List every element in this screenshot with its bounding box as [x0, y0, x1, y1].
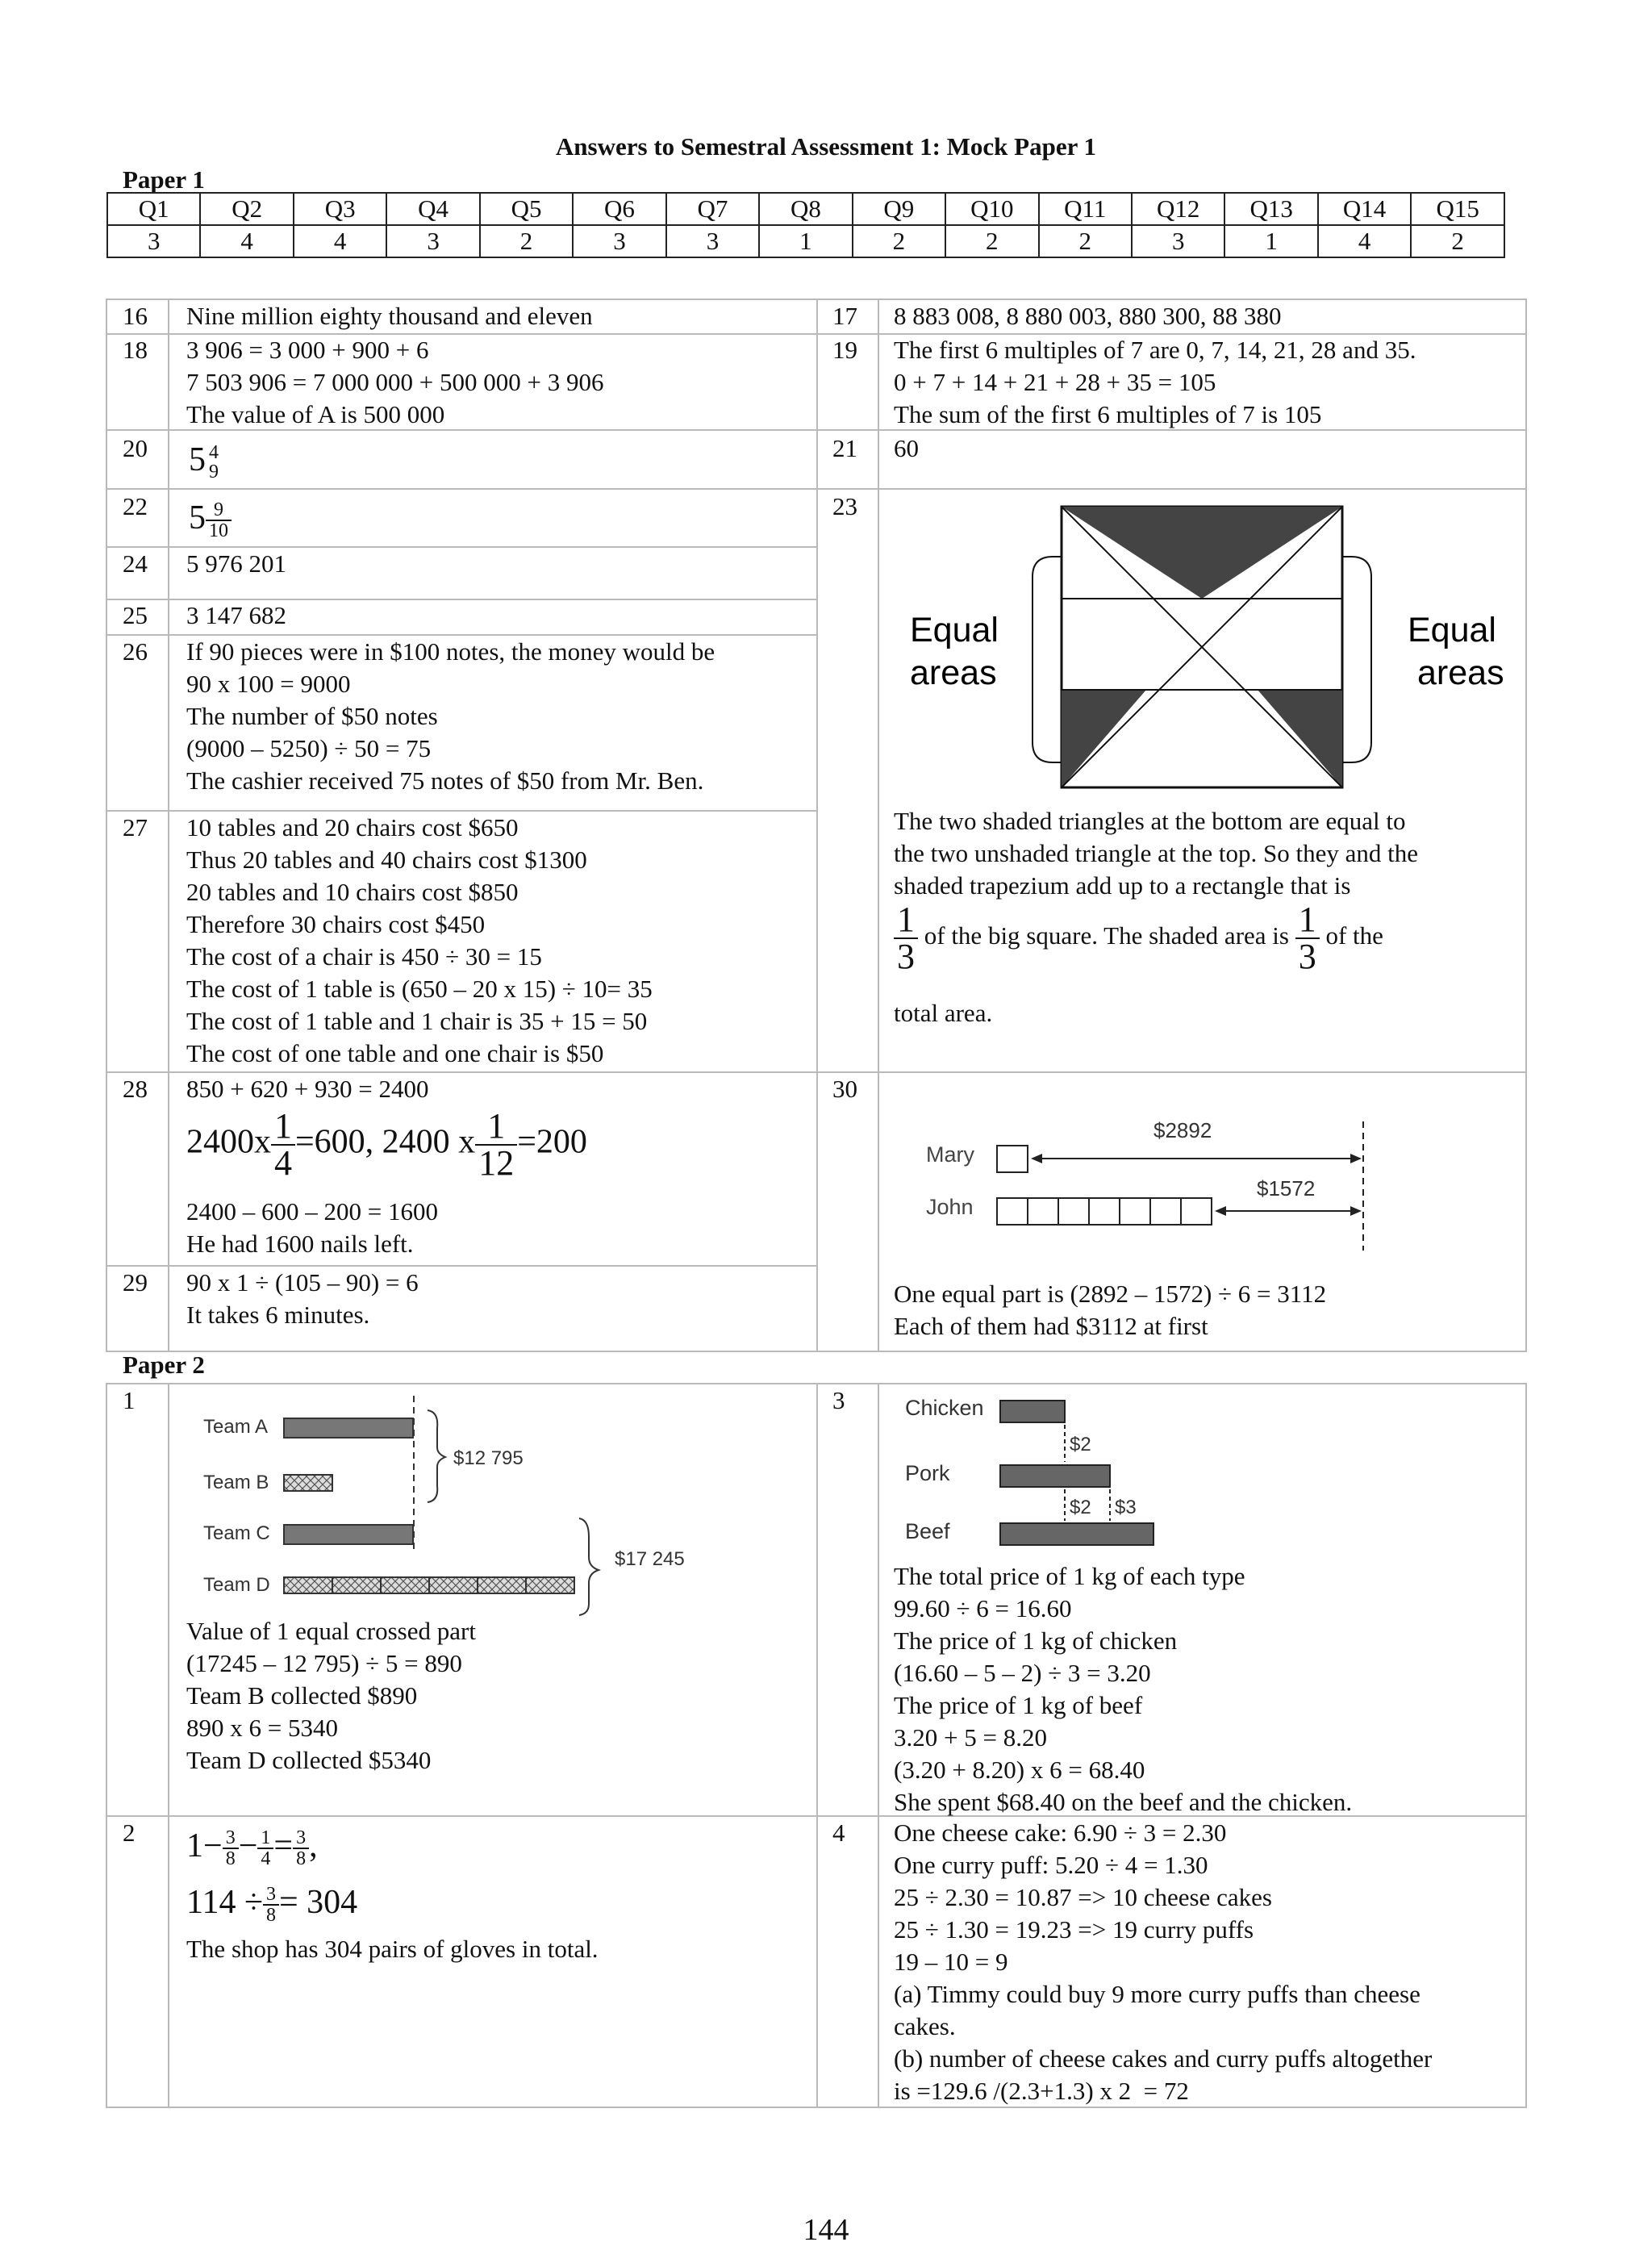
team-c-label: Team C [203, 1522, 270, 1544]
beef-label: Beef [905, 1519, 950, 1543]
answer-line: 10 tables and 20 chairs cost $650 [186, 813, 519, 841]
fraction-numerator: 4 [209, 442, 219, 464]
mcq-question-cell: Q13 [1224, 193, 1317, 225]
answer-line: The two shaded triangles at the bottom are equal to [894, 807, 1406, 835]
page-number: 144 [803, 2213, 849, 2247]
arrow-head [1031, 1154, 1042, 1163]
pork-label: Pork [905, 1461, 950, 1485]
mcq-answer-cell: 4 [294, 225, 386, 257]
fraction-numerator: 1 [894, 902, 918, 939]
grid-divider [168, 1383, 169, 2108]
mcq-question-cell: Q14 [1318, 193, 1411, 225]
mcq-answer-table [106, 192, 1505, 258]
answer-line: 20 tables and 10 chairs cost $850 [186, 878, 519, 906]
arrow-head [1215, 1206, 1226, 1216]
mcq-question-cell: Q10 [945, 193, 1038, 225]
answer-line: The price of 1 kg of beef [894, 1691, 1143, 1719]
answer-line: cakes. [894, 2012, 956, 2040]
mcq-question-cell: Q9 [853, 193, 945, 225]
grid-divider [878, 1383, 879, 2108]
mcq-answer-cell: 1 [1224, 225, 1317, 257]
mcq-question-cell: Q15 [1411, 193, 1504, 225]
expression-part: = 304 [279, 1884, 358, 1921]
team-b-label: Team B [203, 1472, 269, 1493]
answer-lines [894, 1278, 1326, 1342]
expression-part: = [273, 1827, 294, 1864]
team-a-label: Team A [203, 1416, 269, 1438]
team-d-bar [284, 1577, 574, 1593]
answer-line: It takes 6 minutes. [186, 1301, 370, 1329]
grid-divider [816, 1383, 818, 2108]
paper2-label: Paper 2 [123, 1351, 205, 1379]
question-number: 18 [123, 336, 148, 364]
expression-part: , [309, 1827, 318, 1864]
brace-amount-label: $17 245 [615, 1548, 685, 1570]
mcq-question-cell: Q12 [1132, 193, 1224, 225]
question-number: 21 [832, 434, 857, 462]
mixed-number-answer [189, 494, 232, 542]
question-number: 28 [123, 1075, 148, 1103]
mcq-answer-cell: 1 [759, 225, 852, 257]
brace [428, 1410, 445, 1502]
answer-line: The cost of 1 table is (650 – 20 x 15) ÷ 10= 35 [186, 975, 653, 1003]
answer-lines [894, 334, 1416, 431]
expression-part: − [238, 1827, 258, 1864]
answer-lines [186, 636, 715, 797]
fraction-denominator: 10 [206, 520, 232, 541]
mcq-answer-row [107, 225, 1504, 257]
answer-text: The shop has 304 pairs of gloves in total. [186, 1935, 599, 1963]
fraction-denominator: 3 [1298, 937, 1316, 976]
mcq-question-cell: Q5 [480, 193, 573, 225]
question-number: 17 [832, 302, 857, 330]
answer-line: He had 1600 nails left. [186, 1230, 414, 1258]
answer-line: 90 x 100 = 9000 [186, 670, 351, 698]
grid-divider [106, 488, 1527, 490]
team-bar-model [186, 1388, 702, 1622]
answer-lines [186, 1196, 438, 1260]
fraction-denominator: 9 [209, 461, 219, 483]
question-number: 27 [123, 813, 148, 841]
question-number: 4 [832, 1818, 845, 1847]
mcq-question-cell: Q7 [666, 193, 759, 225]
brace [579, 1518, 599, 1615]
fraction-numerator: 3 [223, 1828, 239, 1849]
answer-line: The cost of a chair is 450 ÷ 30 = 15 [186, 942, 542, 971]
answer-line: One curry puff: 5.20 ÷ 4 = 1.30 [894, 1851, 1208, 1879]
grid-divider [878, 299, 879, 1352]
mcq-answer-cell: 3 [107, 225, 200, 257]
answer-line: She spent $68.40 on the beef and the chicken. [894, 1788, 1353, 1816]
arrow-head [1350, 1206, 1362, 1216]
answer-line: (b) number of cheese cakes and curry puffs altogether [894, 2044, 1433, 2073]
mcq-question-row [107, 193, 1504, 225]
answer-line: (a) Timmy could buy 9 more curry puffs than cheese [894, 1980, 1420, 2008]
answer-text: 8 883 008, 8 880 003, 880 300, 88 380 [894, 302, 1282, 330]
question-number: 25 [123, 601, 148, 629]
answer-lines [894, 1560, 1352, 1818]
answer-line: The number of $50 notes [186, 702, 438, 730]
team-d-label: Team D [203, 1574, 270, 1596]
meat-price-bar-model [887, 1388, 1258, 1549]
grid-divider [816, 299, 818, 1352]
answer-text: 850 + 620 + 930 = 2400 [186, 1075, 429, 1103]
amount-label: $1572 [1257, 1176, 1316, 1200]
answer-line: 2400 – 600 – 200 = 1600 [186, 1197, 438, 1226]
fraction-denominator: 8 [296, 1848, 307, 1870]
question-number: 20 [123, 434, 148, 462]
answer-line: The price of 1 kg of chicken [894, 1626, 1178, 1655]
answer-lines [186, 334, 603, 431]
mcq-answer-cell: 2 [945, 225, 1038, 257]
question-number: 2 [123, 1818, 136, 1847]
question-number: 3 [832, 1386, 845, 1414]
answer-line: One equal part is (2892 – 1572) ÷ 6 = 3112 [894, 1280, 1327, 1308]
answer-lines [894, 1817, 1432, 2107]
expression-part: − [203, 1827, 223, 1864]
fraction-expression [186, 1820, 318, 1872]
question-number: 1 [123, 1386, 136, 1414]
mcq-answer-cell: 2 [1411, 225, 1504, 257]
answer-line: the two unshaded triangle at the top. So they and the [894, 839, 1418, 867]
john-label: John [926, 1195, 974, 1219]
john-bar [997, 1198, 1212, 1225]
equal-areas-label: Equal [910, 611, 999, 649]
mcq-answer-cell: 2 [853, 225, 945, 257]
mcq-answer-cell: 2 [1039, 225, 1132, 257]
fraction-numerator: 3 [293, 1828, 309, 1849]
answer-line: The first 6 multiples of 7 are 0, 7, 14, 21, 28 and 35. [894, 336, 1416, 364]
answer-line: 3 906 = 3 000 + 900 + 6 [186, 336, 429, 364]
team-a-bar [284, 1418, 413, 1438]
mcq-question-cell: Q11 [1039, 193, 1132, 225]
mcq-answer-cell: 3 [666, 225, 759, 257]
answer-text: 60 [894, 434, 919, 462]
mcq-question-cell: Q6 [573, 193, 665, 225]
answer-line: The cost of 1 table and 1 chair is 35 + 15 = 50 [186, 1007, 648, 1035]
answer-line: Therefore 30 chairs cost $450 [186, 910, 486, 938]
fraction-numerator: 1 [1295, 902, 1320, 939]
expression-part: 1 [186, 1827, 203, 1864]
amount-label: $2892 [1153, 1118, 1212, 1142]
mcq-answer-cell: 3 [573, 225, 665, 257]
whole-part: 5 [189, 441, 206, 478]
answer-text: 5 976 201 [186, 549, 286, 578]
answer-text: of the [1325, 921, 1383, 950]
fraction-denominator: 8 [225, 1848, 236, 1870]
answer-line: 25 ÷ 1.30 = 19.23 => 19 curry puffs [894, 1915, 1254, 1944]
answer-fraction-line [894, 902, 1383, 975]
mary-john-bar-model [912, 1113, 1395, 1259]
answer-text: 3 147 682 [186, 601, 286, 629]
difference-label: $2 [1070, 1497, 1091, 1518]
fraction-denominator: 12 [478, 1143, 515, 1183]
mcq-question-cell: Q2 [200, 193, 293, 225]
answer-line: 90 x 1 ÷ (105 – 90) = 6 [186, 1268, 419, 1297]
question-number: 29 [123, 1268, 148, 1297]
answer-line: Thus 20 tables and 40 chairs cost $1300 [186, 846, 587, 874]
paper1-label: Paper 1 [123, 165, 205, 194]
team-c-bar [284, 1525, 413, 1544]
mcq-answer-cell: 3 [386, 225, 479, 257]
mcq-answer-cell: 2 [480, 225, 573, 257]
answer-line: If 90 pieces were in $100 notes, the money would be [186, 637, 715, 666]
answer-line: The sum of the first 6 multiples of 7 is 105 [894, 400, 1322, 428]
answer-line: One cheese cake: 6.90 ÷ 3 = 2.30 [894, 1818, 1227, 1847]
question-number: 30 [832, 1075, 857, 1103]
answer-line: The cost of one table and one chair is $50 [186, 1039, 604, 1067]
mcq-question-cell: Q4 [386, 193, 479, 225]
page-title: Answers to Semestral Assessment 1: Mock Paper 1 [555, 132, 1097, 161]
answer-line: (3.20 + 8.20) x 6 = 68.40 [894, 1756, 1145, 1784]
question-number: 26 [123, 637, 148, 666]
answer-line: Value of 1 equal crossed part [186, 1617, 476, 1645]
answer-text: of the big square. The shaded area is [924, 921, 1289, 950]
answer-line: Team D collected $5340 [186, 1746, 432, 1774]
answer-line: Each of them had $3112 at first [894, 1312, 1208, 1340]
pork-bar [1000, 1465, 1110, 1487]
answer-line: 890 x 6 = 5340 [186, 1714, 338, 1742]
answer-line: The total price of 1 kg of each type [894, 1562, 1245, 1590]
chicken-bar [1000, 1401, 1065, 1422]
answer-line: 99.60 ÷ 6 = 16.60 [894, 1594, 1072, 1622]
answer-line: 25 ÷ 2.30 = 10.87 => 10 cheese cakes [894, 1883, 1272, 1911]
mary-label: Mary [926, 1142, 974, 1167]
answer-line: (9000 – 5250) ÷ 50 = 75 [186, 734, 432, 762]
answer-line: 0 + 7 + 14 + 21 + 28 + 35 = 105 [894, 368, 1216, 396]
square-area-diagram [887, 496, 1516, 795]
answer-line: The value of A is 500 000 [186, 400, 445, 428]
mcq-answer-cell: 4 [1318, 225, 1411, 257]
beef-bar [1000, 1523, 1153, 1545]
mcq-question-cell: Q1 [107, 193, 200, 225]
mary-bar [997, 1146, 1028, 1172]
question-number: 23 [832, 492, 857, 520]
fraction-denominator: 8 [266, 1905, 276, 1927]
answer-line: (16.60 – 5 – 2) ÷ 3 = 3.20 [894, 1659, 1151, 1687]
fraction-denominator: 4 [261, 1848, 271, 1870]
team-b-bar [284, 1475, 332, 1491]
expression-part: =200 [517, 1123, 587, 1161]
fraction-expression [186, 1877, 357, 1928]
fraction-numerator: 1 [475, 1109, 517, 1146]
answer-line: 7 503 906 = 7 000 000 + 500 000 + 3 906 [186, 368, 604, 396]
expression-part: =600, 2400 x [295, 1123, 476, 1161]
right-bracket [1342, 557, 1371, 762]
fraction-numerator: 1 [271, 1109, 295, 1146]
answer-line: Team B collected $890 [186, 1681, 418, 1710]
question-number: 24 [123, 549, 148, 578]
fraction-numerator: 3 [263, 1885, 279, 1906]
difference-label: $3 [1115, 1497, 1137, 1518]
question-number: 22 [123, 492, 148, 520]
mcq-answer-cell: 3 [1132, 225, 1224, 257]
answer-line: (17245 – 12 795) ÷ 5 = 890 [186, 1649, 462, 1677]
fraction-numerator: 9 [214, 499, 223, 521]
answer-line: is =129.6 /(2.3+1.3) x 2 = 72 [894, 2077, 1189, 2105]
arrow-head [1350, 1154, 1362, 1163]
mcq-answer-cell: 4 [200, 225, 293, 257]
difference-label: $2 [1070, 1434, 1091, 1455]
mixed-number-answer [189, 436, 222, 484]
expression-part: 114 ÷ [186, 1884, 263, 1921]
fraction-denominator: 4 [274, 1143, 292, 1183]
answer-line: The cashier received 75 notes of $50 from Mr. Ben. [186, 766, 704, 795]
answer-text: total area. [894, 999, 993, 1027]
answer-lines [186, 1615, 476, 1777]
answer-lines [186, 812, 653, 1070]
fraction-denominator: 3 [897, 937, 915, 976]
equal-areas-label: areas [910, 653, 997, 692]
fraction-numerator: 1 [257, 1828, 273, 1849]
answer-text: Nine million eighty thousand and eleven [186, 302, 593, 330]
answer-lines [894, 805, 1418, 902]
mcq-question-cell: Q8 [759, 193, 852, 225]
fraction-expression [186, 1106, 587, 1183]
chicken-label: Chicken [905, 1396, 984, 1420]
left-bracket [1032, 557, 1062, 762]
whole-part: 5 [189, 499, 206, 537]
question-number: 16 [123, 302, 148, 330]
brace-amount-label: $12 795 [453, 1447, 524, 1469]
mcq-question-cell: Q3 [294, 193, 386, 225]
grid-divider [168, 299, 169, 1352]
expression-part: 2400x [186, 1123, 271, 1161]
answer-lines [186, 1267, 419, 1331]
answer-line: 3.20 + 5 = 8.20 [894, 1723, 1047, 1752]
answer-line: shaded trapezium add up to a rectangle that is [894, 871, 1351, 900]
answer-line: 19 – 10 = 9 [894, 1948, 1008, 1976]
question-number: 19 [832, 336, 857, 364]
equal-areas-label: Equal [1408, 611, 1496, 649]
equal-areas-label: areas [1417, 653, 1504, 692]
